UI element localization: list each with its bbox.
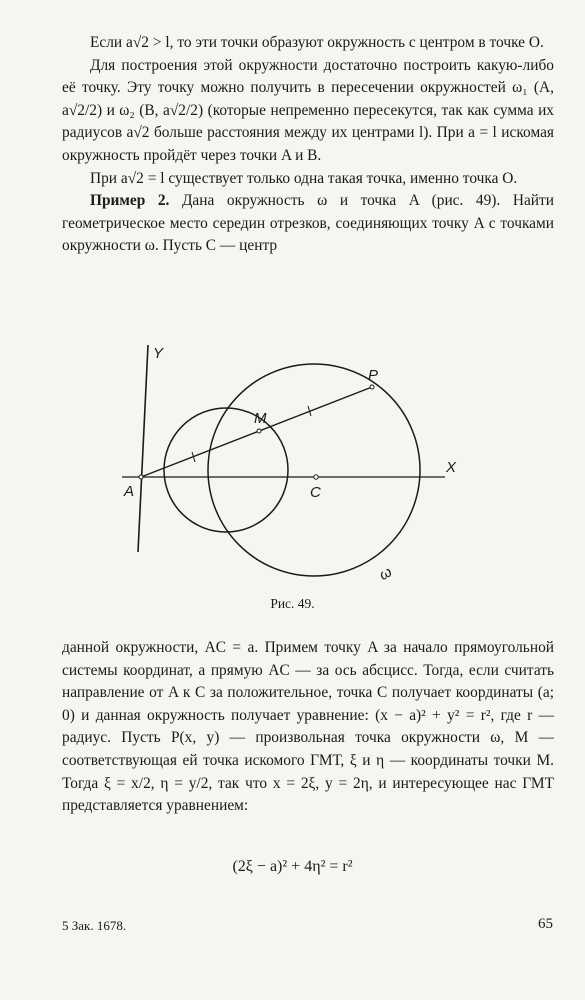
figure-caption: Рис. 49. bbox=[270, 596, 315, 611]
y-axis-label: Y bbox=[153, 345, 164, 362]
point-p-label: P bbox=[368, 367, 379, 384]
segment-ap bbox=[141, 387, 372, 477]
bottom-text bbox=[62, 637, 554, 818]
omega-circle bbox=[208, 364, 420, 576]
paragraph-4: данной окружности, AC = a. Примем точку A за начало прямоугольной системы координат, а прямую AC — за ось абсцисс. Тогда, если считать направление от A к C за положительное, точка C получает координаты (a; 0) и данная окружность получает уравнение: (x − a)² + y² = r², где r — радиус. Пусть P(x, y) — произвольная точка окружности ω, M — соответствующая ей точка искомого ГМТ, ξ и η — координаты точки M. Тогда ξ = x/2, η = y/2, так что x = 2ξ, y = 2η, и интересующее нас ГМТ представляется уравнением: bbox=[62, 639, 554, 815]
point-c-label: C bbox=[310, 484, 321, 501]
top-text bbox=[62, 32, 554, 258]
paragraph-3: При a√2 = l существует только одна такая точка, именно точка O. bbox=[90, 169, 518, 187]
point-m-dot bbox=[257, 429, 261, 433]
example-label: Пример 2. bbox=[90, 192, 170, 210]
point-p-dot bbox=[370, 385, 374, 389]
equation: (2ξ − a)² + 4η² = r² bbox=[232, 858, 353, 875]
example-paragraph bbox=[62, 190, 554, 258]
paragraph-2: Для построения этой окружности достаточно построить какую-либо её точку. Эту точку можно получить в пересечении окружностей ω₁ (A, a√2/2) и ω₂ (B, a√2/2) (которые непременно пересекутся, так как сумма их радиусов a√2 больше расстояния между их центрами l). При a = l искомая окружность пройдёт через точки A и B. bbox=[62, 56, 554, 164]
point-a-dot bbox=[139, 475, 143, 479]
point-a-label: A bbox=[124, 483, 135, 500]
example-text: Дана окружность ω и точка A (рис. 49). Найти геометрическое место середин отрезков, соединяющих точку A с точками окружности ω. Пусть C — центр bbox=[62, 192, 554, 255]
omega-label: ω bbox=[376, 563, 395, 584]
x-axis-label: X bbox=[446, 459, 457, 476]
printer-mark: 5 Зак. 1678. bbox=[62, 918, 127, 933]
figure-49 bbox=[0, 330, 585, 595]
point-m-label: M bbox=[254, 410, 267, 427]
paragraph-1: Если a√2 > l, то эти точки образуют окружность с центром в точке O. bbox=[90, 34, 544, 51]
point-c-dot bbox=[314, 475, 318, 479]
page-number: 65 bbox=[538, 916, 553, 932]
y-axis-line bbox=[138, 345, 148, 552]
